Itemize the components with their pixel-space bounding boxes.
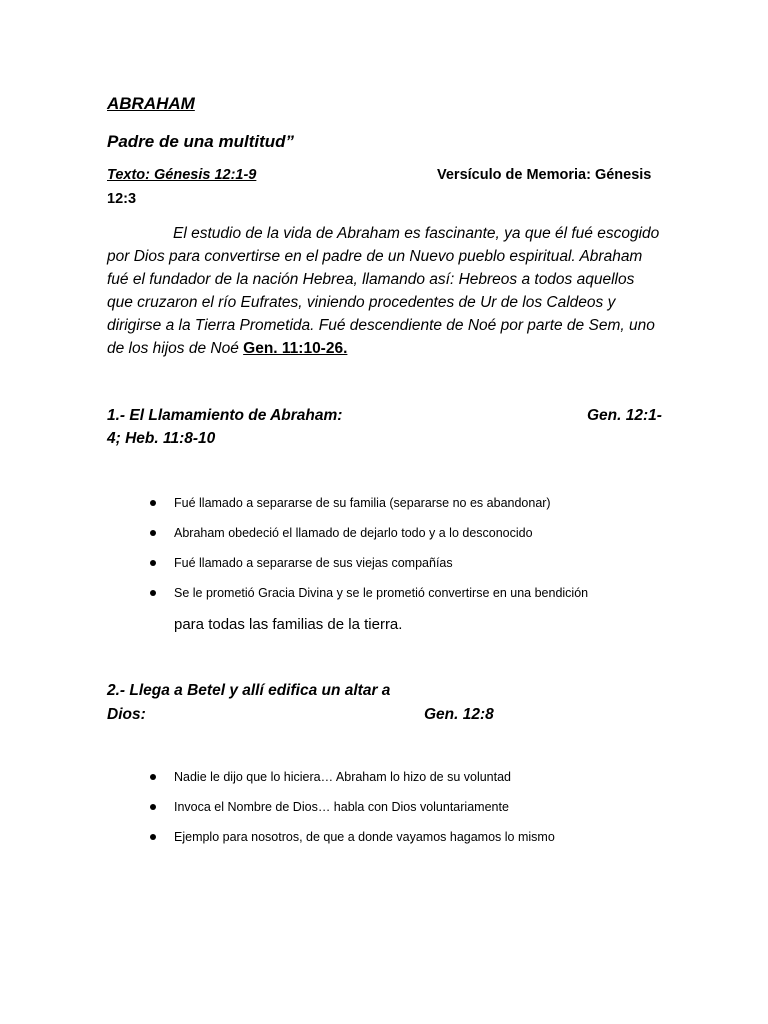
bullet-icon <box>150 774 156 780</box>
paragraph-line: fué el fundador de la nación Hebrea, llamando así: Hebreos a todos aquellos <box>107 271 635 288</box>
list-item-text: Nadie le dijo que lo hiciera… Abraham lo hizo de su voluntad <box>174 770 512 784</box>
bullet-icon <box>150 530 156 536</box>
paragraph-line: dirigirse a la Tierra Prometida. Fué descendiente de Noé por parte de Sem, uno <box>107 317 655 334</box>
bullet-icon <box>150 804 156 810</box>
document-title: ABRAHAM <box>107 94 195 113</box>
list-item-text: Abraham obedeció el llamado de dejarlo todo y a lo desconocido <box>174 526 533 540</box>
section2-heading-cont: Dios: <box>107 706 146 723</box>
list-item-text: Se le prometió Gracia Divina y se le prometió convertirse en una bendición <box>174 586 589 600</box>
genealogy-reference: Gen. 11:10-26. <box>243 340 348 357</box>
section1-heading: 1.- El Llamamiento de Abraham: <box>107 407 343 424</box>
section2-bullet-list <box>150 768 555 858</box>
paragraph-line: El estudio de la vida de Abraham es fascinante, ya que él fué escogido <box>173 225 660 242</box>
paragraph-line: que cruzaron el río Eufrates, viniendo procedentes de Ur de los Caldeos y <box>107 294 616 311</box>
list-item <box>150 798 555 828</box>
intro-paragraph <box>107 222 667 360</box>
paragraph-line-last <box>107 337 667 360</box>
memory-verse-label: Versículo de Memoria: Génesis <box>437 167 652 183</box>
list-item-text: Fué llamado a separarse de sus viejas compañías <box>174 556 453 570</box>
section1-reference-cont: 4; Heb. 11:8-10 <box>107 430 216 447</box>
list-item <box>150 584 588 614</box>
list-item <box>150 554 588 584</box>
list-item-text: Ejemplo para nosotros, de que a donde vayamos hagamos lo mismo <box>174 830 555 844</box>
list-item <box>150 524 588 554</box>
scripture-text-reference: Texto: Génesis 12:1-9 <box>107 167 257 183</box>
section1-bullet-list <box>150 494 588 614</box>
bullet-icon <box>150 834 156 840</box>
document-subtitle: Padre de una multitud” <box>107 132 295 151</box>
section1-continuation: para todas las familias de la tierra. <box>174 616 403 633</box>
section2-reference: Gen. 12:8 <box>424 706 494 723</box>
bullet-icon <box>150 500 156 506</box>
list-item-text: Invoca el Nombre de Dios… habla con Dios voluntariamente <box>174 800 509 814</box>
bullet-icon <box>150 560 156 566</box>
list-item <box>150 828 555 858</box>
list-item <box>150 768 555 798</box>
memory-verse-reference: 12:3 <box>107 191 137 207</box>
bullet-icon <box>150 590 156 596</box>
list-item <box>150 494 588 524</box>
section1-reference: Gen. 12:1- <box>587 407 662 424</box>
paragraph-line: por Dios para convertirse en el padre de un Nuevo pueblo espiritual. Abraham <box>107 248 643 265</box>
list-item-text: Fué llamado a separarse de su familia (separarse no es abandonar) <box>174 496 551 510</box>
section2-heading: 2.- Llega a Betel y allí edifica un altar a <box>107 682 391 699</box>
paragraph-line-text: de los hijos de Noé <box>107 340 244 357</box>
